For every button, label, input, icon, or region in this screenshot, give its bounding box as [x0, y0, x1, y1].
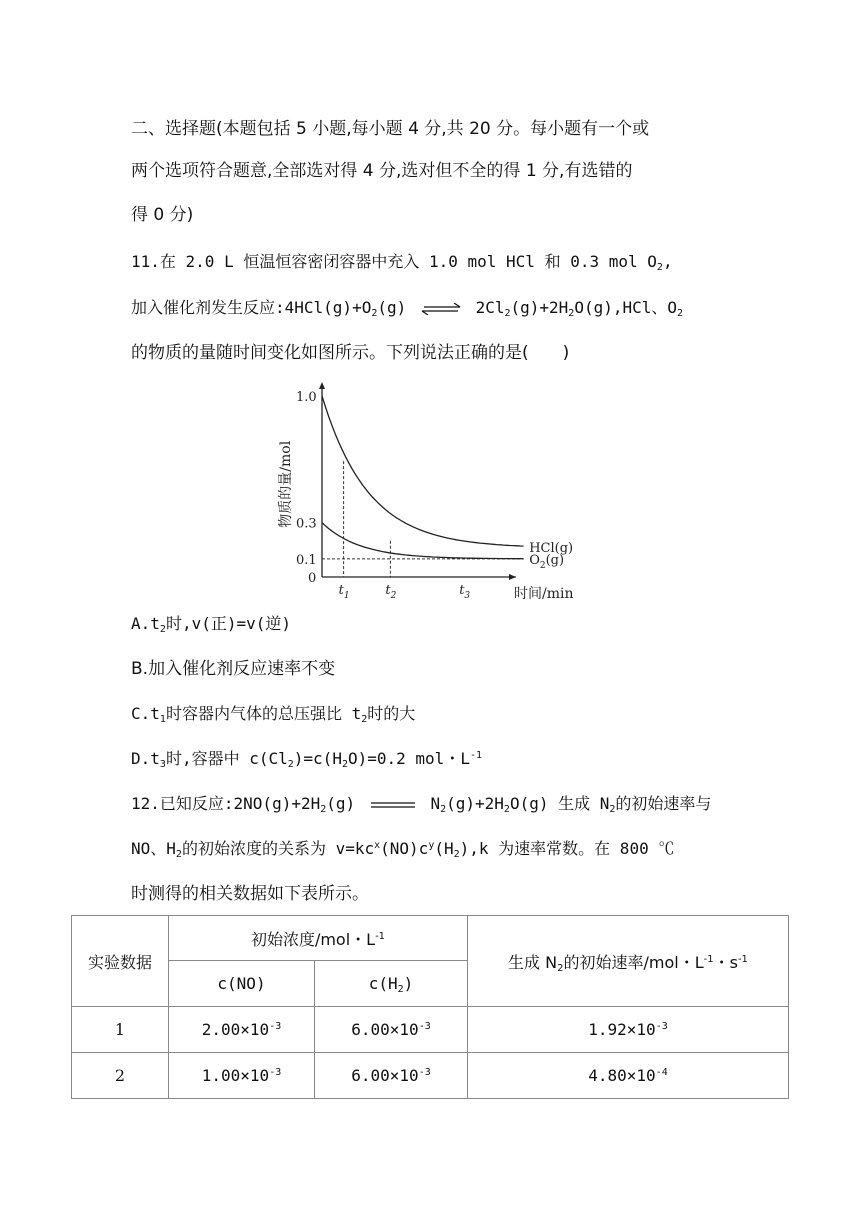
table-row: 1 $2.00\times 10^{-3}$ $6.00\times 10^{-3}$ $1.92\times 10^{-3}$ [72, 1007, 789, 1053]
equilibrium-arrow-icon [420, 303, 462, 315]
o2-curve [322, 523, 524, 559]
table-row: 2 $1.00\times 10^{-3}$ $6.00\times 10^{-3}$ $4.80\times 10^{-4}$ [72, 1053, 789, 1099]
header-experiment: 实验数据 [72, 916, 169, 1007]
q11-stem-line3: 的物质的量随时间变化如图所示。下列说法正确的是( ) [131, 343, 570, 363]
section-header-line3: 得 0 分) [131, 205, 194, 225]
option-a[interactable]: $A.t_2$时,v(正)=v(逆) [131, 614, 292, 635]
header-initial-concentration: 初始浓度/mol・$L^{-1}$ [169, 916, 468, 961]
substance-amount-chart [270, 380, 590, 602]
option-b[interactable]: B.加入催化剂反应速率不变 [131, 659, 336, 679]
rate-data-table [71, 915, 789, 1099]
series-label-hcl: HCl(g) [529, 541, 574, 557]
q12-stem-line2: NO、$H_2$的初始浓度的关系为 $v=kc^x(NO)c^y(H_2),k$ 为速率常数。在 800 ℃ [131, 839, 675, 860]
q12-stem-line3: 时测得的相关数据如下表所示。 [131, 884, 369, 904]
x-tick-t3: $t_3$ [459, 583, 471, 601]
x-axis-label: 时间/min [514, 586, 574, 602]
q11-stem-line2: 加入催化剂发生反应$:4HCl(g)+O_2(g)$ $2Cl_2(g)+2H_2O(g),HCl$、$O_2$ [131, 298, 684, 319]
y-axis-label: 物质的量/mol [278, 440, 294, 528]
q11-number: 11. [131, 252, 160, 271]
header-c-no: c(NO) [169, 961, 315, 1007]
option-d[interactable]: $D.t_3$时,容器中 $c(Cl_2)=c(H_2O)=0.2$ mol・$L^{-1}$ [131, 749, 482, 770]
y-tick-1.0: 1.0 [296, 390, 317, 405]
header-initial-rate: 生成 $N_2$的初始速率/mol・$L^{-1}$・$s^{-1}$ [468, 916, 789, 1007]
equals-arrow-icon [369, 800, 417, 810]
y-tick-0: 0 [308, 571, 317, 586]
option-c[interactable]: $C.t_1$时容器内气体的总压强比 $t_2$时的大 [131, 704, 416, 725]
section-header-line2: 两个选项符合题意,全部选对得 4 分,选对但不全的得 1 分,有选错的 [131, 161, 633, 181]
q11-stem-line1: 11.在 2.0 L 恒温恒容密闭容器中充入 1.0 mol HCl 和 0.3 mol $O_2$, [131, 252, 673, 273]
header-c-h2: $c(H_2)$ [315, 961, 468, 1007]
section-header-line1: 二、选择题(本题包括 5 小题,每小题 4 分,共 20 分。每小题有一个或 [131, 119, 650, 139]
y-tick-0.1: 0.1 [296, 552, 317, 568]
x-axis-arrow-icon [509, 574, 516, 580]
hcl-curve [322, 396, 524, 546]
q12-stem-line1: 12.已知反应$:2NO(g)+2H_2(g)$ $N_2(g)+2H_2O(g)$ 生成 $N_2$的初始速率与 [131, 794, 712, 815]
y-tick-0.3: 0.3 [296, 516, 317, 532]
x-tick-t1: $t_1$ [338, 583, 350, 601]
y-axis-arrow-icon [319, 382, 325, 389]
x-tick-t2: $t_2$ [385, 583, 397, 601]
series-label-o2: $O_2(g)$ [529, 552, 565, 571]
